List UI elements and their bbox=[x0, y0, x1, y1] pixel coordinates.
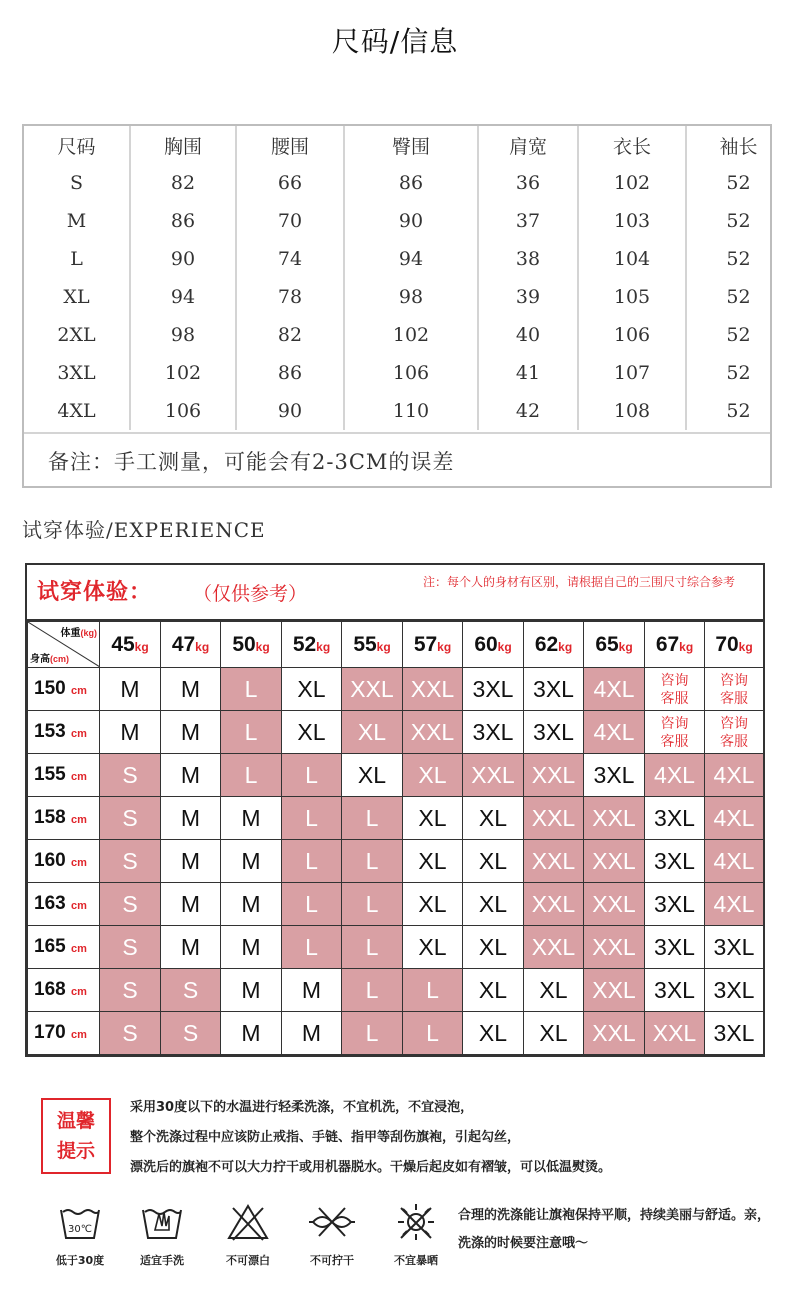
size-recommendation-cell: XL bbox=[463, 840, 524, 883]
size-table-row bbox=[24, 316, 790, 354]
corner-height-label: 身高(cm) bbox=[30, 654, 70, 665]
tips-badge bbox=[41, 1098, 111, 1174]
size-table-cell: L bbox=[24, 240, 130, 278]
size-recommendation-cell: L bbox=[282, 926, 342, 969]
size-recommendation-cell: M bbox=[221, 797, 282, 840]
size-recommendation-cell: 咨询 客服 bbox=[705, 711, 764, 754]
tips-line: 漂洗后的旗袍不可以大力拧干或用机器脱水。干燥后起皮如有褶皱，可以低温熨烫。 bbox=[130, 1160, 612, 1175]
size-recommendation-cell: M bbox=[161, 797, 221, 840]
size-recommendation-cell: XXL bbox=[584, 883, 645, 926]
tips-badge-line1: 温馨 bbox=[56, 1110, 95, 1132]
experience-subtitle: （仅供参考） bbox=[193, 583, 308, 605]
tips-badge-line2: 提示 bbox=[56, 1140, 95, 1162]
size-recommendation-cell: XL bbox=[403, 797, 463, 840]
size-recommendation-cell: L bbox=[403, 1012, 463, 1055]
size-table-row bbox=[24, 164, 790, 202]
experience-header bbox=[27, 565, 763, 621]
size-recommendation-cell: L bbox=[342, 969, 403, 1012]
size-table-cell: 82 bbox=[130, 164, 236, 202]
size-recommendation-cell: S bbox=[100, 969, 161, 1012]
size-recommendation-cell: S bbox=[100, 840, 161, 883]
size-table-cell: 106 bbox=[578, 316, 686, 354]
size-recommendation-cell: M bbox=[161, 840, 221, 883]
size-table-cell: 105 bbox=[578, 278, 686, 316]
size-table-cell: 106 bbox=[130, 392, 236, 430]
size-recommendation-cell: XXL bbox=[645, 1012, 705, 1055]
weight-header-cell: 57kg bbox=[403, 622, 463, 668]
size-recommendation-cell: L bbox=[342, 883, 403, 926]
size-recommendation-cell: M bbox=[221, 840, 282, 883]
size-recommendation-cell: XL bbox=[342, 754, 403, 797]
care-icon-item bbox=[40, 1200, 120, 1268]
height-header-cell: 163 cm bbox=[28, 883, 100, 926]
size-recommendation-cell: M bbox=[282, 1012, 342, 1055]
size-table-header: 腰围 bbox=[236, 126, 344, 164]
size-recommendation-cell: 4XL bbox=[705, 797, 764, 840]
size-recommendation-cell: XL bbox=[463, 1012, 524, 1055]
size-table-cell: 102 bbox=[344, 316, 478, 354]
height-header-cell: 153 cm bbox=[28, 711, 100, 754]
wash-30-glyph: 30℃ bbox=[68, 1224, 92, 1235]
size-recommendation-cell: 3XL bbox=[584, 754, 645, 797]
size-recommendation-cell: XL bbox=[403, 754, 463, 797]
size-table-cell: 74 bbox=[236, 240, 344, 278]
size-table-cell: 86 bbox=[236, 354, 344, 392]
size-recommendation-cell: XXL bbox=[403, 668, 463, 711]
no-sun-icon bbox=[393, 1200, 439, 1244]
size-recommendation-cell: XXL bbox=[524, 883, 584, 926]
size-table-cell: 106 bbox=[344, 354, 478, 392]
size-table bbox=[22, 124, 772, 488]
size-table-cell: 102 bbox=[578, 164, 686, 202]
care-icon-item bbox=[292, 1200, 372, 1268]
size-recommendation-cell: XL bbox=[463, 969, 524, 1012]
height-header-cell: 165 cm bbox=[28, 926, 100, 969]
height-header-cell: 150 cm bbox=[28, 668, 100, 711]
experience-heading: 试穿体验/EXPERIENCE bbox=[22, 518, 266, 542]
size-recommendation-cell: 4XL bbox=[705, 883, 764, 926]
size-table-cell: 41 bbox=[478, 354, 578, 392]
size-recommendation-cell: XL bbox=[403, 883, 463, 926]
weight-header-cell: 45kg bbox=[100, 622, 161, 668]
size-recommendation-cell: S bbox=[100, 797, 161, 840]
size-table-cell: 82 bbox=[236, 316, 344, 354]
size-table-cell: 52 bbox=[686, 316, 790, 354]
size-recommendation-cell: 3XL bbox=[645, 883, 705, 926]
size-recommendation-cell: 咨询 客服 bbox=[645, 711, 705, 754]
size-table-cell: 42 bbox=[478, 392, 578, 430]
care-icon-label: 不宜暴晒 bbox=[394, 1254, 438, 1267]
care-icon-item bbox=[376, 1200, 456, 1268]
size-recommendation-cell: L bbox=[221, 668, 282, 711]
size-recommendation-cell: XL bbox=[403, 840, 463, 883]
weight-header-cell: 62kg bbox=[524, 622, 584, 668]
size-table-cell: 52 bbox=[686, 392, 790, 430]
size-recommendation-cell: S bbox=[100, 926, 161, 969]
size-table-cell: 90 bbox=[236, 392, 344, 430]
size-table-cell: 70 bbox=[236, 202, 344, 240]
care-icons bbox=[40, 1200, 460, 1280]
care-icon-label: 不可漂白 bbox=[226, 1254, 270, 1267]
size-recommendation-cell: XXL bbox=[524, 926, 584, 969]
experience-table bbox=[25, 563, 765, 1057]
height-row bbox=[28, 926, 764, 969]
size-table-row bbox=[24, 202, 790, 240]
size-recommendation-cell: M bbox=[100, 668, 161, 711]
size-table-cell: 98 bbox=[344, 278, 478, 316]
size-recommendation-cell: M bbox=[161, 668, 221, 711]
size-recommendation-cell: 3XL bbox=[463, 668, 524, 711]
size-recommendation-cell: 3XL bbox=[463, 711, 524, 754]
size-recommendation-cell: 4XL bbox=[705, 754, 764, 797]
size-recommendation-cell: XXL bbox=[584, 797, 645, 840]
size-recommendation-cell: 3XL bbox=[524, 668, 584, 711]
size-recommendation-cell: 3XL bbox=[705, 969, 764, 1012]
care-icon-item bbox=[122, 1200, 202, 1268]
size-table-cell: 103 bbox=[578, 202, 686, 240]
size-table-row bbox=[24, 392, 790, 430]
page-title: 尺码/信息 bbox=[326, 22, 464, 62]
size-table-cell: 37 bbox=[478, 202, 578, 240]
size-recommendation-cell: 4XL bbox=[584, 711, 645, 754]
size-recommendation-cell: 咨询 客服 bbox=[705, 668, 764, 711]
height-header-cell: 170 cm bbox=[28, 1012, 100, 1055]
care-note: 合理的洗涤能让旗袍保持平顺，持续美丽与舒适。亲，洗涤的时候要注意哦～ bbox=[458, 1208, 771, 1251]
size-recommendation-cell: XL bbox=[463, 883, 524, 926]
height-row bbox=[28, 840, 764, 883]
size-recommendation-cell: M bbox=[161, 754, 221, 797]
size-recommendation-cell: XL bbox=[342, 711, 403, 754]
size-recommendation-cell: XXL bbox=[463, 754, 524, 797]
size-table-cell: 86 bbox=[130, 202, 236, 240]
size-table-cell: 66 bbox=[236, 164, 344, 202]
size-recommendation-cell: L bbox=[342, 926, 403, 969]
height-header-cell: 158 cm bbox=[28, 797, 100, 840]
size-recommendation-cell: 4XL bbox=[705, 840, 764, 883]
height-row bbox=[28, 1012, 764, 1055]
size-recommendation-cell: XXL bbox=[524, 797, 584, 840]
size-table-cell: 38 bbox=[478, 240, 578, 278]
size-table-cell: 52 bbox=[686, 354, 790, 392]
size-recommendation-cell: L bbox=[342, 1012, 403, 1055]
size-recommendation-cell: M bbox=[282, 969, 342, 1012]
size-recommendation-cell: S bbox=[100, 883, 161, 926]
size-recommendation-cell: L bbox=[403, 969, 463, 1012]
size-table-cell: 90 bbox=[344, 202, 478, 240]
weight-header-cell: 52kg bbox=[282, 622, 342, 668]
no-wring-icon bbox=[307, 1200, 357, 1244]
size-table-cell: 52 bbox=[686, 202, 790, 240]
size-recommendation-cell: 3XL bbox=[705, 1012, 764, 1055]
size-table-cell: 40 bbox=[478, 316, 578, 354]
size-table-cell: 94 bbox=[344, 240, 478, 278]
weight-header-cell: 60kg bbox=[463, 622, 524, 668]
size-recommendation-cell: M bbox=[221, 1012, 282, 1055]
no-bleach-icon bbox=[225, 1200, 271, 1244]
size-table-cell: 78 bbox=[236, 278, 344, 316]
size-recommendation-cell: S bbox=[100, 1012, 161, 1055]
tips-line: 整个洗涤过程中应该防止戒指、手链、指甲等刮伤旗袍，引起勾丝， bbox=[130, 1130, 521, 1145]
size-recommendation-cell: XXL bbox=[524, 840, 584, 883]
size-table-cell: 52 bbox=[686, 164, 790, 202]
size-recommendation-cell: M bbox=[161, 883, 221, 926]
size-recommendation-cell: 3XL bbox=[645, 840, 705, 883]
weight-header-cell: 67kg bbox=[645, 622, 705, 668]
size-table-cell: 94 bbox=[130, 278, 236, 316]
size-recommendation-cell: XL bbox=[282, 711, 342, 754]
size-recommendation-cell: XL bbox=[463, 926, 524, 969]
corner-weight-label: 体重(kg) bbox=[60, 628, 97, 639]
height-row bbox=[28, 969, 764, 1012]
size-table-cell: 90 bbox=[130, 240, 236, 278]
size-table-cell: XL bbox=[24, 278, 130, 316]
size-table-cell: 104 bbox=[578, 240, 686, 278]
corner-cell bbox=[28, 622, 100, 668]
size-recommendation-cell: XXL bbox=[584, 926, 645, 969]
size-recommendation-cell: XL bbox=[463, 797, 524, 840]
experience-title: 试穿体验： bbox=[37, 580, 153, 605]
size-table-cell: 108 bbox=[578, 392, 686, 430]
wash-30-icon bbox=[57, 1200, 103, 1244]
weight-header-cell: 70kg bbox=[705, 622, 764, 668]
size-recommendation-cell: L bbox=[221, 754, 282, 797]
height-row bbox=[28, 797, 764, 840]
size-recommendation-cell: XL bbox=[403, 926, 463, 969]
experience-note: 注：每个人的身材有区别，请根据自己的三围尺寸综合参考 bbox=[423, 575, 736, 589]
care-icon-item bbox=[208, 1200, 288, 1268]
size-recommendation-cell: M bbox=[100, 711, 161, 754]
weight-header-cell: 50kg bbox=[221, 622, 282, 668]
size-recommendation-cell: 4XL bbox=[584, 668, 645, 711]
size-recommendation-cell: L bbox=[282, 883, 342, 926]
size-recommendation-cell: XL bbox=[524, 1012, 584, 1055]
care-icon-label: 适宜手洗 bbox=[140, 1254, 184, 1267]
size-recommendation-cell: M bbox=[221, 969, 282, 1012]
size-table-cell: 98 bbox=[130, 316, 236, 354]
tips-text bbox=[130, 1096, 780, 1186]
weight-header-cell: 47kg bbox=[161, 622, 221, 668]
height-header-cell: 168 cm bbox=[28, 969, 100, 1012]
size-recommendation-cell: M bbox=[161, 711, 221, 754]
size-recommendation-cell: L bbox=[282, 797, 342, 840]
size-table-header: 尺码 bbox=[24, 126, 130, 164]
weight-header-cell: 55kg bbox=[342, 622, 403, 668]
size-table-cell: 107 bbox=[578, 354, 686, 392]
care-icon-label: 不可拧干 bbox=[310, 1254, 354, 1267]
size-recommendation-cell: 4XL bbox=[645, 754, 705, 797]
size-recommendation-cell: S bbox=[161, 969, 221, 1012]
size-recommendation-cell: XXL bbox=[584, 840, 645, 883]
size-recommendation-cell: M bbox=[221, 883, 282, 926]
height-row bbox=[28, 754, 764, 797]
size-recommendation-cell: XXL bbox=[584, 1012, 645, 1055]
size-recommendation-cell: XL bbox=[282, 668, 342, 711]
size-recommendation-cell: 3XL bbox=[645, 797, 705, 840]
weight-row bbox=[28, 622, 764, 668]
size-table-cell: 52 bbox=[686, 278, 790, 316]
height-header-cell: 160 cm bbox=[28, 840, 100, 883]
size-table-cell: 39 bbox=[478, 278, 578, 316]
size-table-cell: 86 bbox=[344, 164, 478, 202]
size-recommendation-cell: 咨询 客服 bbox=[645, 668, 705, 711]
care-icon-label: 低于30度 bbox=[55, 1254, 105, 1267]
size-table-cell: 4XL bbox=[24, 392, 130, 430]
size-table-cell: 110 bbox=[344, 392, 478, 430]
size-table-header: 肩宽 bbox=[478, 126, 578, 164]
size-note: 备注：手工测量，可能会有2-3CM的误差 bbox=[24, 432, 770, 488]
size-table-cell: 52 bbox=[686, 240, 790, 278]
size-table-cell: 2XL bbox=[24, 316, 130, 354]
size-table-cell: S bbox=[24, 164, 130, 202]
size-table-row bbox=[24, 354, 790, 392]
size-table-row bbox=[24, 278, 790, 316]
size-recommendation-cell: 3XL bbox=[524, 711, 584, 754]
size-recommendation-cell: XXL bbox=[403, 711, 463, 754]
height-row bbox=[28, 668, 764, 711]
size-recommendation-cell: M bbox=[221, 926, 282, 969]
size-table-header: 胸围 bbox=[130, 126, 236, 164]
size-recommendation-cell: 3XL bbox=[705, 926, 764, 969]
size-recommendation-cell: M bbox=[161, 926, 221, 969]
size-recommendation-cell: L bbox=[342, 840, 403, 883]
size-recommendation-cell: S bbox=[161, 1012, 221, 1055]
size-recommendation-cell: XL bbox=[524, 969, 584, 1012]
size-recommendation-cell: XXL bbox=[524, 754, 584, 797]
size-recommendation-cell: XXL bbox=[342, 668, 403, 711]
size-recommendation-cell: L bbox=[342, 797, 403, 840]
height-header-cell: 155 cm bbox=[28, 754, 100, 797]
size-recommendation-cell: L bbox=[221, 711, 282, 754]
size-table-cell: 102 bbox=[130, 354, 236, 392]
size-table-cell: 36 bbox=[478, 164, 578, 202]
size-recommendation-cell: XXL bbox=[584, 969, 645, 1012]
tips-line: 采用30度以下的水温进行轻柔洗涤，不宜机洗，不宜浸泡， bbox=[130, 1100, 474, 1115]
size-table-cell: M bbox=[24, 202, 130, 240]
hand-wash-icon bbox=[139, 1200, 185, 1244]
height-row bbox=[28, 883, 764, 926]
size-recommendation-cell: L bbox=[282, 754, 342, 797]
size-table-header: 袖长 bbox=[686, 126, 790, 164]
size-table-row bbox=[24, 240, 790, 278]
size-recommendation-cell: 3XL bbox=[645, 926, 705, 969]
height-row bbox=[28, 711, 764, 754]
size-recommendation-cell: L bbox=[282, 840, 342, 883]
size-table-header: 臀围 bbox=[344, 126, 478, 164]
size-recommendation-cell: 3XL bbox=[645, 969, 705, 1012]
size-recommendation-cell: S bbox=[100, 754, 161, 797]
weight-header-cell: 65kg bbox=[584, 622, 645, 668]
size-table-header: 衣长 bbox=[578, 126, 686, 164]
size-table-cell: 3XL bbox=[24, 354, 130, 392]
